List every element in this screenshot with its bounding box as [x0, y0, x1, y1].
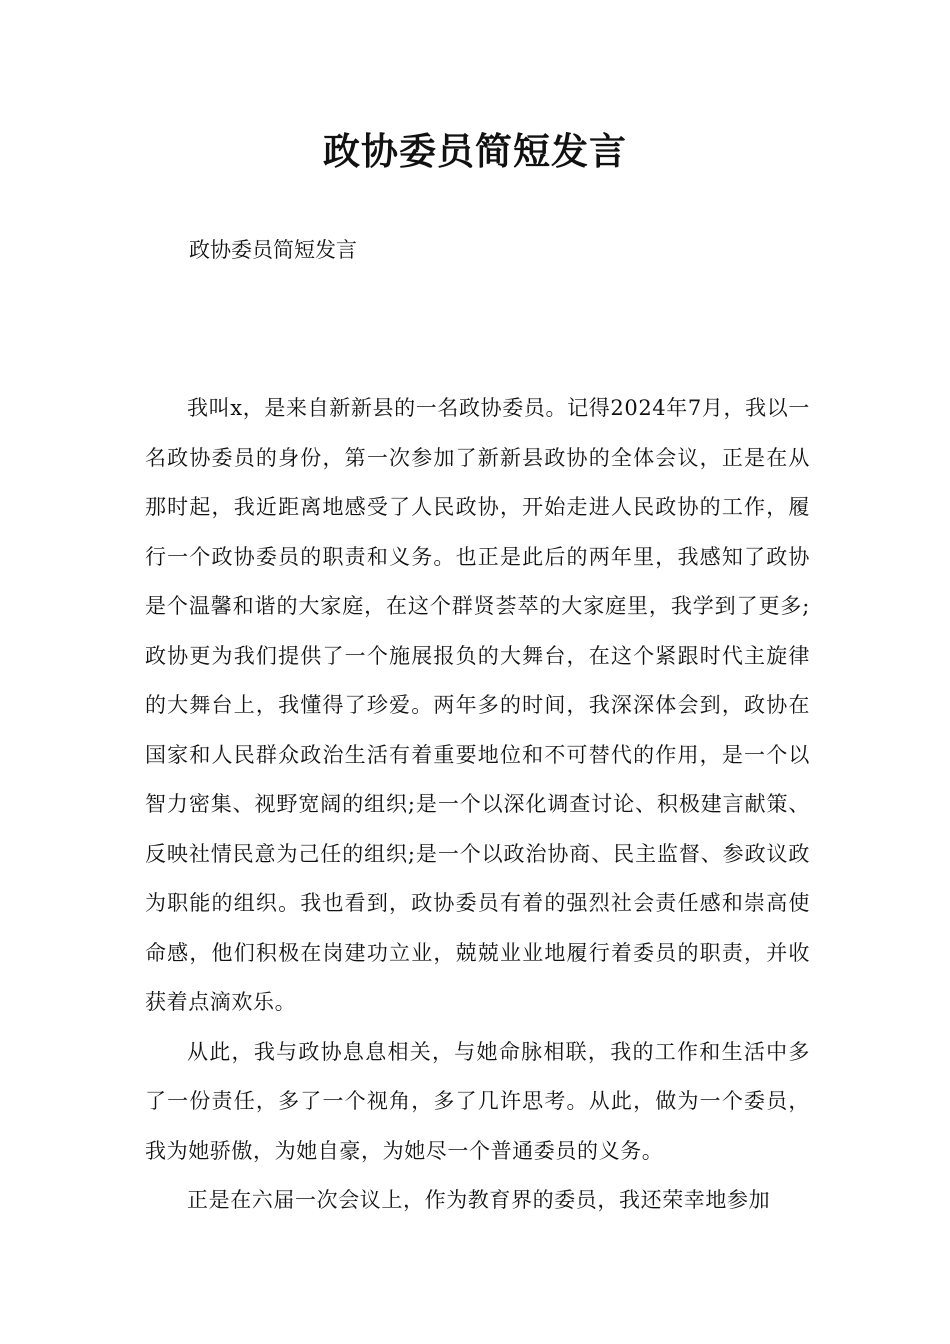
document-body — [145, 384, 810, 1226]
body-paragraph-2: 从此，我与政协息息相关，与她命脉相联，我的工作和生活中多了一份责任，多了一个视角，多了几许思考。从此，做为一个委员，我为她骄傲，为她自豪，为她尽一个普通委员的义务。 — [145, 1039, 810, 1163]
document-title: 政协委员简短发言 — [323, 130, 627, 173]
body-paragraph-1: 我叫x，是来自新新县的一名政协委员。记得2024年7月，我以一名政协委员的身份，第一次参加了新新县政协的全体会议，正是在从那时起，我近距离地感受了人民政协，开始走进人民政协的工作，履行一个政协委员的职责和义务。也正是此后的两年里，我感知了政协是个温馨和谐的大家庭，在这个群贤荟萃的大家庭里，我学到了更多;政协更为我们提供了一个施展报负的大舞台，在这个紧跟时代主旋律的大舞台上，我懂得了珍爱。两年多的时间，我深深体会到，政协在国家和人民群众政治生活有着重要地位和不可替代的作用，是一个以智力密集、视野宽阔的组织;是一个以深化调查讨论、积极建言献策、反映社情民意为己任的组织;是一个以政治协商、民主监督、参政议政为职能的组织。我也看到，政协委员有着的强烈社会责任感和崇高使命感，他们积极在岗建功立业，兢兢业业地履行着委员的职责，并收获着点滴欢乐。 — [145, 396, 810, 1014]
body-paragraph-3: 正是在六届一次会议上，作为教育界的委员，我还荣幸地参加 — [187, 1188, 771, 1212]
document-subtitle: 政协委员简短发言 — [189, 238, 357, 262]
